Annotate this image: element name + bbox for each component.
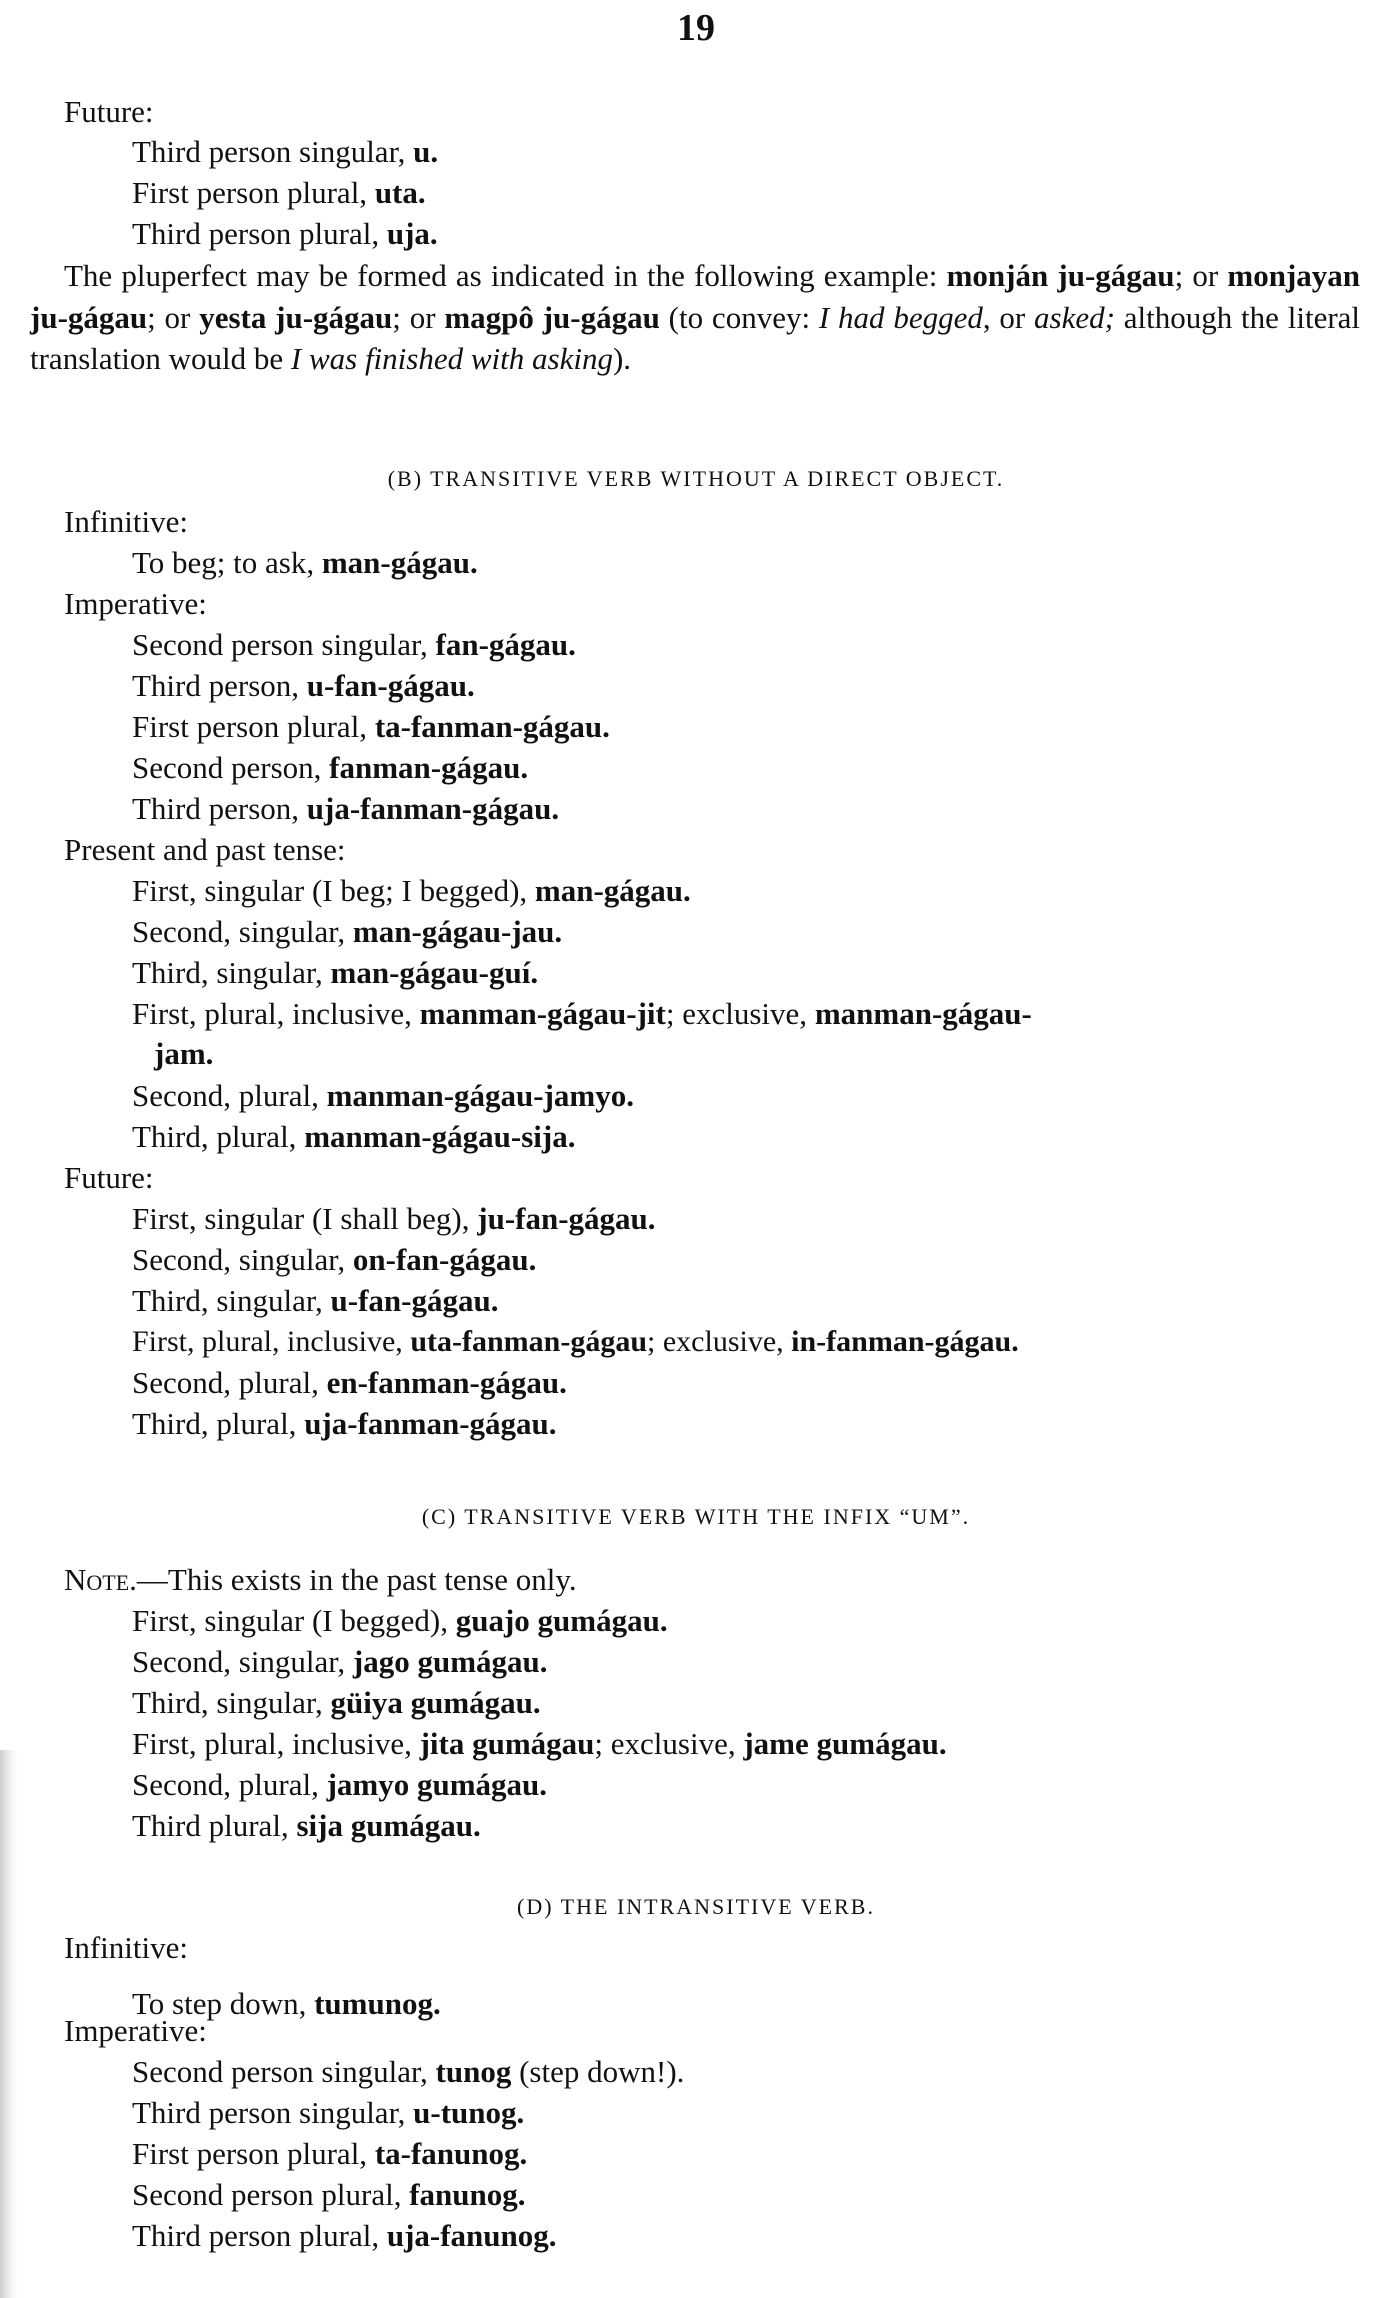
heading-infinitive-d: Infinitive: [64,1930,188,1965]
list-item: Second, singular, man-gágau-jau. [132,914,563,949]
list-item: Second person, fanman-gágau. [132,750,529,785]
list-item: Second, plural, manman-gágau-jamyo. [132,1078,634,1113]
heading-future-b: Future: [64,1160,154,1195]
list-item: First person plural, ta-fanman-gágau. [132,709,610,744]
list-item: Second person plural, fanunog. [132,2177,526,2212]
list-item: To beg; to ask, man-gágau. [132,545,478,580]
list-item: Third person, uja-fanman-gágau. [132,791,560,826]
pluperfect-paragraph: The pluperfect may be formed as indicated in the following example: monján ju-gágau; or monjayan ju-gágau; or yesta ju-gágau; or magpô ju-gágau (to convey: I had begged, or asked; although the literal translation would be I was finished with asking). [30,258,1361,376]
list-item: Third person singular, u. [132,134,439,169]
list-item: Second, singular, on-fan-gágau. [132,1242,537,1277]
list-item: First, singular (I begged), guajo gumágau. [132,1603,668,1638]
heading-imperative: Imperative: [64,586,207,621]
list-item: First person plural, uta. [132,175,426,210]
list-item: Second, plural, en-fanman-gágau. [132,1365,567,1400]
list-item: First, singular (I beg; I begged), man-gágau. [132,873,691,908]
list-item: First, plural, inclusive, manman-gágau-jit; exclusive, manman-gágau- jam. [132,996,1032,1071]
list-item: Second person singular, fan-gágau. [132,627,576,662]
list-item: Second, plural, jamyo gumágau. [132,1767,548,1802]
heading-present: Present and past tense: [64,832,346,867]
heading-future: Future: [64,94,154,129]
note: Note.—This exists in the past tense only. [64,1562,577,1597]
list-item: Second, singular, jago gumágau. [132,1644,548,1679]
list-item: Third, plural, manman-gágau-sija. [132,1119,576,1154]
section-c-title: (C) TRANSITIVE VERB WITH THE INFIX “UM”. [421,1504,971,1529]
list-item: To step down, tumunog. [132,1986,441,2021]
page-number: 19 [677,7,715,49]
heading-infinitive: Infinitive: [64,504,188,539]
list-item: Third, singular, u-fan-gágau. [132,1283,499,1318]
list-item: Third person, u-fan-gágau. [132,668,475,703]
list-item: Third person plural, uja. [132,216,438,251]
list-item: First, singular (I shall beg), ju-fan-gágau. [132,1201,656,1236]
section-d-title: (D) THE INTRANSITIVE VERB. [517,1894,875,1919]
list-item: Third, plural, uja-fanman-gágau. [132,1406,557,1441]
list-item: Second person singular, tunog (step down!). [132,2054,685,2089]
list-item: Third, singular, man-gágau-guí. [132,955,539,990]
section-b-title: (B) TRANSITIVE VERB WITHOUT A DIRECT OBJECT. [387,466,1005,491]
heading-imperative-d: Imperative: [64,2013,207,2048]
list-item: First, plural, inclusive, uta-fanman-gágau; exclusive, in-fanman-gágau. [132,1325,1019,1358]
page-edge-shadow [0,1750,18,2298]
list-item: Third, singular, güiya gumágau. [132,1685,541,1720]
list-item: First, plural, inclusive, jita gumágau; exclusive, jame gumágau. [132,1726,947,1761]
list-item: First person plural, ta-fanunog. [132,2136,528,2171]
list-item: Third plural, sija gumágau. [132,1808,481,1843]
list-item: Third person plural, uja-fanunog. [132,2218,557,2253]
list-item: Third person singular, u-tunog. [132,2095,525,2130]
